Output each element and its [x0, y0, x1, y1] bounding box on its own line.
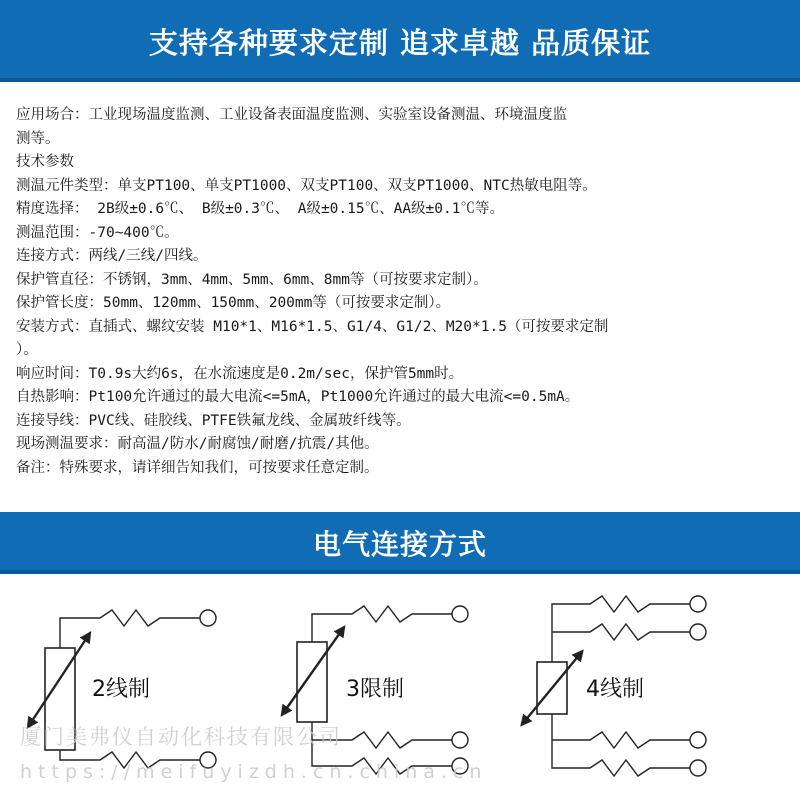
spec-line: 自热影响：Pt100允许通过的最大电流<=5mA，Pt1000允许通过的最大电流<=0.5mA。 [16, 389, 580, 405]
spec-line: 连接导线：PVC线、硅胶线、PTFE铁氟龙线、金属玻纤线等。 [16, 412, 411, 429]
four-wire-diagram [524, 596, 706, 776]
terminal-icon [452, 732, 468, 748]
top-banner [0, 0, 800, 82]
terminal-icon [690, 624, 706, 640]
spec-line: ）。 [16, 342, 38, 358]
spec-line: 备注：特殊要求，请详细告知我们，可按要求任意定制。 [16, 459, 379, 476]
wiring-diagram-svg [0, 574, 800, 800]
terminal-icon [200, 610, 216, 626]
spec-line: 连接方式：两线/三线/四线。 [16, 248, 208, 264]
section-banner [0, 512, 800, 574]
two-wire-label: 2线制 [92, 677, 150, 702]
spec-line: 测等。 [16, 130, 60, 147]
terminal-icon [690, 760, 706, 776]
spec-line: 精度选择： 2B级±0.6℃、 B级±0.3℃、 A级±0.15℃、AA级±0.1℃等。 [16, 201, 504, 217]
spec-line: 响应时间：T0.9s大约6s，在水流速度是0.2m/sec，保护管5mm时。 [16, 365, 464, 382]
terminal-icon [690, 732, 706, 748]
spec-line: 测温范围：-70~400℃。 [16, 224, 179, 241]
spec-line: 现场测温要求：耐高温/防水/耐腐蚀/耐磨/抗震/其他。 [16, 436, 379, 452]
wiring-diagrams [0, 574, 800, 800]
terminal-icon [690, 596, 706, 612]
spec-line: 技术参数 [16, 154, 74, 170]
spec-line: 保护管长度：50mm、120mm、150mm、200mm等（可按要求定制）。 [16, 295, 451, 311]
spec-line: 保护管直径：不锈钢，3mm、4mm、5mm、6mm、8mm等（可按要求定制）。 [16, 271, 488, 288]
spec-text-block [16, 104, 784, 480]
spec-line: 测温元件类型：单支PT100、单支PT1000、双支PT100、双支PT1000、NTC热敏电阻等。 [16, 177, 597, 194]
section-title: 电气连接方式 [312, 528, 487, 561]
three-wire-label: 3限制 [346, 677, 404, 702]
terminal-icon [452, 606, 468, 622]
banner-title: 支持各种要求定制 追求卓越 品质保证 [148, 25, 652, 60]
spec-line: 安装方式：直插式、螺纹安装 M10*1、M16*1.5、G1/4、G1/2、M20*1.5（可按要求定制 [16, 318, 609, 335]
watermark-url: https://meifuyizdh.cn.china.cn [20, 761, 488, 783]
spec-line: 应用场合：工业现场温度监测、工业设备表面温度监测、实验室设备测温、环境温度监 [16, 107, 567, 123]
four-wire-label: 4线制 [586, 677, 644, 702]
rtd-sensor-icon [297, 642, 327, 722]
watermark-company: 厦门美弗仪自动化科技有限公司 [20, 725, 342, 749]
